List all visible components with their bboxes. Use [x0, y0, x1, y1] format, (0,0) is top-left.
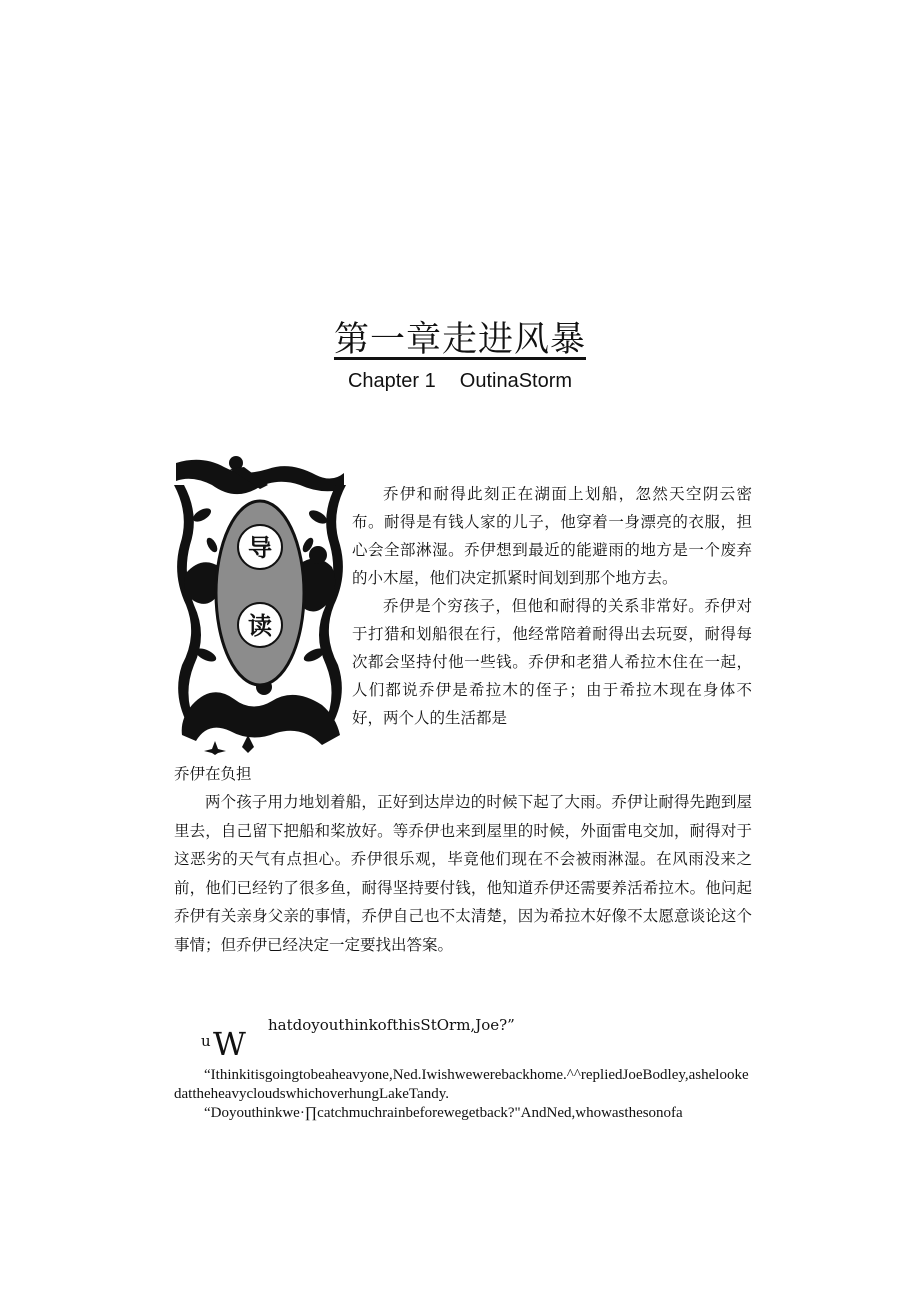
- intro-paragraph-2: 乔伊是个穷孩子，但他和耐得的关系非常好。乔伊对于打猎和划船很在行，他经常陪着耐得出去玩耍，耐得每次都会坚持付他一些钱。乔伊和老猎人希拉木住在一起，人们都说乔伊是希拉木的侄子；由于希拉木现在身体不好，两个人的生活都是: [352, 597, 752, 727]
- drop-cap-prefix: u: [201, 1032, 211, 1050]
- chapter-title: 第一章走进风暴: [333, 320, 586, 360]
- chapter-number: Chapter 1: [347, 370, 436, 392]
- summary-paragraph: 两个孩子用力地划着船，正好到达岸边的时候下起了大雨。乔伊让耐得先跑到屋里去，自己留下把船和桨放好。等乔伊也来到屋里的时候，外面雷电交加，耐得对于这恶劣的天气有点担心。乔伊很乐观，毕竟他们现在不会被雨淋湿。在风雨没来之前，他们已经钓了很多鱼，耐得坚持要付钱，他知道乔伊还需要养活希拉木。他问起乔伊有关亲身父亲的事情，乔伊自己也不太清楚，因为希拉木好像不太愿意谈论这个事情；但乔伊已经决定一定要找出答案。: [174, 793, 752, 954]
- intro-paragraph-2-tail: 乔伊在负担: [174, 765, 252, 783]
- ornament-label-top: 导: [248, 534, 272, 562]
- intro-paragraph-1: 乔伊和耐得此刻正在湖面上划船，忽然天空阴云密布。耐得是有钱人家的儿子，他穿着一身漂亮的衣服，担心会全部淋湿。乔伊想到最近的能避雨的地方是一个废弃的小木屋，他们决定抓紧时间划到那个地方去。: [352, 485, 752, 587]
- chapter-subtitle: [0, 370, 920, 393]
- story-first-line: hatdoyouthinkofthisStOrm,Joe?”: [268, 1016, 515, 1034]
- reading-guide-ornament: [172, 455, 348, 755]
- ornament-label-bottom: 读: [248, 612, 272, 640]
- story-text: [174, 1066, 752, 1123]
- story-line-3: “Doyouthinkwe·∏catchmuchrainbeforewegetback?"AndNed,whowasthesonofa: [204, 1105, 683, 1121]
- reading-guide-text: [352, 480, 752, 732]
- drop-cap: W: [213, 1025, 246, 1063]
- chapter-english-title: OutinaStorm: [459, 370, 573, 392]
- story-line-2: “Ithinkitisgoingtobeaheavyone,Ned.Iwishwewerebackhome.^^repliedJoeBodley,ashelookedattheheavycloudswhichoverhungLakeTandy.: [174, 1067, 749, 1102]
